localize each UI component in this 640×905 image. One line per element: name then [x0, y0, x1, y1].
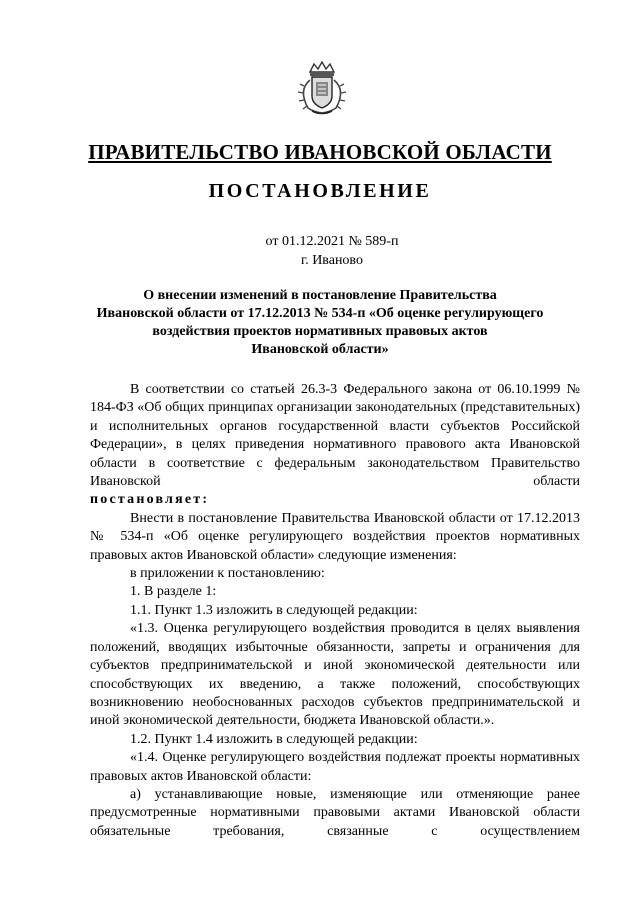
coat-of-arms-icon [292, 60, 352, 116]
amend-intro-paragraph: Внести в постановление Правительства Ивановской области от 17.12.2013 № 534-п «Об оценке регулирующего воздействия проектов нормативных правовых актов Ивановской области» следующие изменения: [90, 510, 580, 563]
item-1-4-paragraph: «1.4. Оценке регулирующего воздействия подлежат проекты нормативных правовых актов Ивановской области: [90, 750, 580, 784]
heading-line: Ивановской области от 17.12.2013 № 534-п «Об оценке регулирующего [96, 306, 544, 321]
resolves-label: постановляет: [90, 492, 210, 508]
item-1-1-paragraph: 1.1. Пункт 1.3 изложить в следующей редакции: [130, 602, 418, 618]
government-title: ПРАВИТЕЛЬСТВО ИВАНОВСКОЙ ОБЛАСТИ [88, 140, 552, 164]
preamble-paragraph: В соответствии со статьей 26.3-3 Федерального закона от 06.10.1999 № 184-ФЗ «Об общих принципах организации законодательных (представительных) и исполнительных органов государственной власти субъектов Российской Федерации», в целях приведения нормативного правового акта Ивановской области в соответствие с федеральным законодательством Правительство Ивановской области [90, 382, 580, 490]
document-date-number: от 01.12.2021 № 589-п [265, 234, 399, 249]
item-1-3-paragraph: «1.3. Оценка регулирующего воздействия проводится в целях выявления положений, вводящих избыточные обязанности, запреты и ограничения для субъектов предпринимательской и иной экономической деятельности или способствующих их введению, а также положений, способствующих возникновению необоснованных расходов субъектов предпринимательской и иной экономической деятельности, бюджета Ивановской области.». [90, 621, 580, 729]
document-city: г. Иваново [301, 253, 363, 268]
heading-line: О внесении изменений в постановление Правительства [143, 288, 497, 303]
document-type: ПОСТАНОВЛЕНИЕ [208, 180, 432, 202]
heading-line: воздействия проектов нормативных правовых актов [152, 324, 488, 339]
section-paragraph: 1. В разделе 1: [130, 584, 217, 600]
item-1-2-paragraph: 1.2. Пункт 1.4 изложить в следующей редакции: [130, 731, 418, 747]
resolves-word [90, 491, 580, 509]
document-body [90, 381, 580, 841]
document-heading [80, 287, 560, 359]
appendix-paragraph: в приложении к постановлению: [130, 566, 325, 582]
subitem-a-paragraph: а) устанавливающие новые, изменяющие или отменяющие ранее предусмотренные нормативными правовыми актами Ивановской области обязательные требования, связанные с осуществлением [90, 786, 580, 839]
heading-line: Ивановской области» [251, 342, 389, 357]
